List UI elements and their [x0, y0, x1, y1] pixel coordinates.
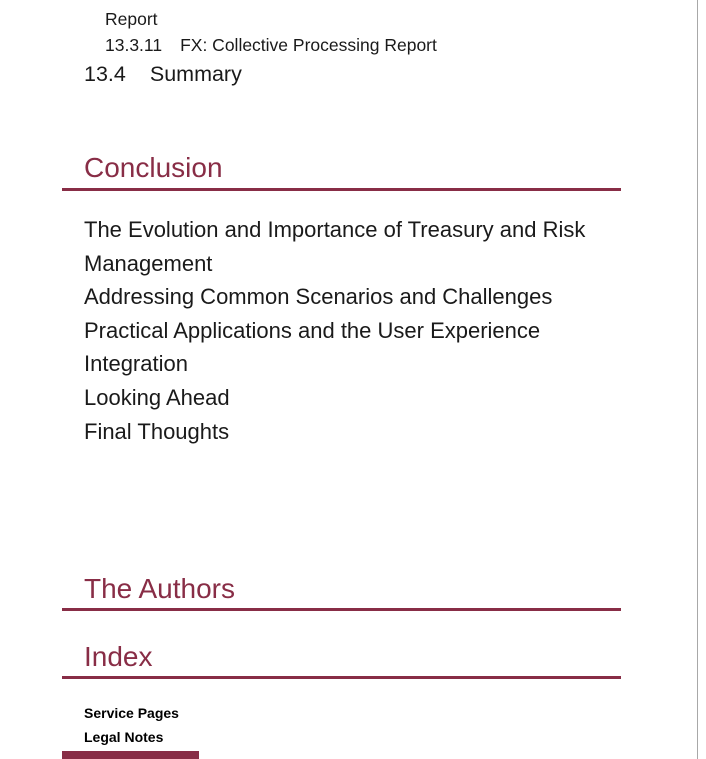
toc-entry-summary[interactable] [84, 58, 620, 91]
toc-top-fragment [0, 6, 620, 91]
pane-right-border [697, 0, 698, 759]
toc-entry-report-continuation[interactable] [105, 6, 620, 32]
toc-entry-number: 13.4 [84, 62, 126, 86]
toc-heading-conclusion[interactable]: Conclusion [84, 152, 223, 183]
toc-entry-number: 13.3.11 [105, 35, 163, 55]
partial-heading-underline-bottom [62, 751, 199, 759]
toc-footer-links [84, 702, 179, 749]
heading-underline [62, 676, 621, 679]
toc-entry[interactable]: Addressing Common Scenarios and Challenges [84, 284, 553, 310]
toc-entry[interactable]: The Evolution and Importance of Treasury and Risk Management [84, 217, 586, 276]
toc-entry[interactable]: Integration [84, 351, 188, 377]
heading-underline [62, 608, 621, 611]
toc-entry-label: Summary [149, 62, 242, 86]
toc-entry[interactable]: Looking Ahead [84, 384, 230, 410]
toc-heading-index[interactable]: Index [84, 641, 153, 672]
toc-entry-label: FX: Collective Processing Report [180, 35, 437, 55]
toc-entry-fx-collective-processing-report[interactable] [105, 32, 620, 58]
toc-entry[interactable]: Practical Applications and the User Experience [84, 317, 541, 343]
heading-underline [62, 188, 621, 191]
toc-entry-label: Report [105, 9, 158, 29]
toc-conclusion-items [84, 213, 589, 448]
toc-entry-service-pages[interactable]: Service Pages [84, 705, 179, 721]
toc-entry-legal-notes[interactable]: Legal Notes [84, 728, 164, 745]
toc-entry[interactable]: Final Thoughts [84, 418, 230, 444]
toc-heading-the-authors[interactable]: The Authors [84, 573, 235, 604]
